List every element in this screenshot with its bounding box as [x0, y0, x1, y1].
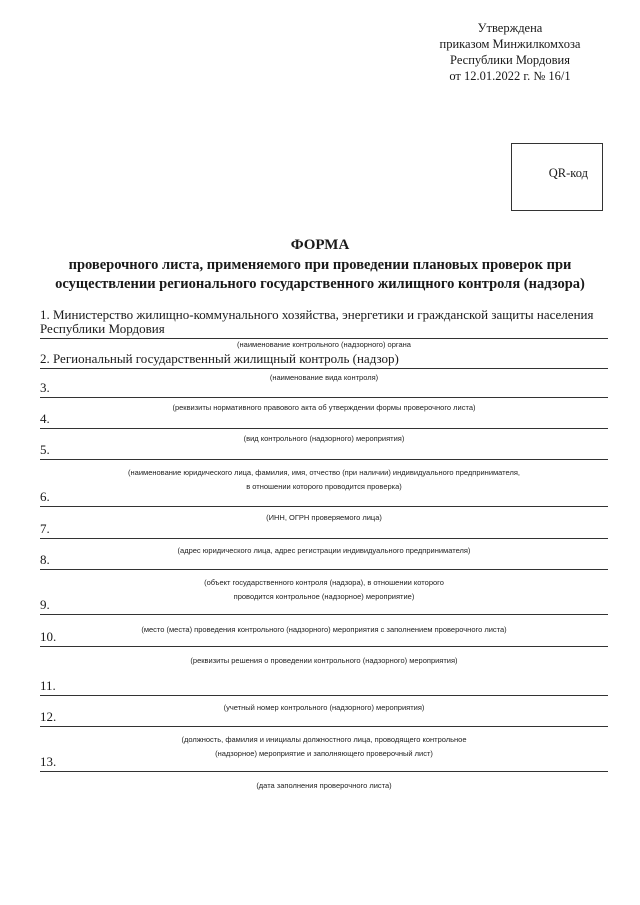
fill-line[interactable] [40, 614, 608, 615]
field-caption: (учетный номер контрольного (надзорного) мероприятия) [223, 703, 425, 712]
fill-line[interactable] [40, 646, 608, 647]
field-text: Республики Мордовия [40, 321, 165, 336]
approval-line: приказом Минжилкомхоза [439, 37, 581, 51]
field-number: 13. [40, 754, 57, 769]
field-number: 3. [40, 380, 50, 395]
field-number: 9. [40, 597, 50, 612]
field-number: 6. [40, 489, 50, 504]
field-number: 5. [40, 442, 50, 457]
field-caption: (объект государственного контроля (надзора), в отношении которого [204, 578, 444, 587]
field-caption: (адрес юридического лица, адрес регистрации индивидуального предпринимателя) [177, 546, 471, 555]
form-title-heading: ФОРМА [290, 237, 350, 253]
fill-line[interactable] [40, 459, 608, 460]
field-number: 7. [40, 521, 50, 536]
fill-line[interactable] [40, 726, 608, 727]
field-caption: (наименование вида контроля) [269, 373, 379, 382]
field-text: 2. Региональный государственный жилищный контроль (надзор) [40, 351, 399, 366]
field-number: 10. [40, 629, 57, 644]
field-caption: (реквизиты решения о проведении контрольного (надзорного) мероприятия) [190, 656, 458, 665]
qr-code-placeholder [511, 143, 603, 211]
field-caption: (наименование юридического лица, фамилия, имя, отчество (при наличии) индивидуального предпринимателя, [128, 468, 520, 477]
fill-line[interactable] [40, 569, 608, 570]
fill-line[interactable] [40, 538, 608, 539]
fill-line[interactable] [40, 506, 608, 507]
fill-line[interactable] [40, 428, 608, 429]
approval-line: Утверждена [477, 21, 543, 35]
field-caption: (должность, фамилия и инициалы должностного лица, проводящего контрольное [181, 735, 467, 744]
fill-line[interactable] [40, 695, 608, 696]
qr-code-label: QR-код [548, 166, 588, 180]
approval-line: Республики Мордовия [450, 53, 570, 67]
field-caption: в отношении которого проводится проверка) [246, 482, 402, 491]
field-caption: (вид контрольного (надзорного) мероприятия) [243, 434, 405, 443]
form-title-line: осуществлении регионального государственного жилищного контроля (надзора) [55, 276, 585, 292]
field-caption: (дата заполнения проверочного листа) [256, 781, 392, 790]
fill-line[interactable] [40, 397, 608, 398]
field-number: 4. [40, 411, 50, 426]
approval-line: от 12.01.2022 г. № 16/1 [449, 69, 571, 83]
fill-line[interactable] [40, 368, 608, 369]
form-title-line: проверочного листа, применяемого при проведении плановых проверок при [68, 257, 572, 273]
field-caption: (наименование контрольного (надзорного) органа [237, 340, 411, 349]
field-number: 8. [40, 552, 50, 567]
field-caption: (реквизиты нормативного правового акта об утверждении формы проверочного листа) [172, 403, 476, 412]
field-number: 12. [40, 709, 57, 724]
field-number: 11. [40, 678, 56, 693]
field-caption: (ИНН, ОГРН проверяемого лица) [266, 513, 382, 522]
approval-block [400, 20, 620, 84]
form-title [0, 236, 640, 294]
field-caption: (место (места) проведения контрольного (надзорного) мероприятия с заполнением проверочного листа) [141, 625, 507, 634]
field-text: 1. Министерство жилищно-коммунального хозяйства, энергетики и гражданской защиты населения [40, 307, 594, 322]
field-caption: проводится контрольное (надзорное) мероприятие) [233, 592, 415, 601]
fill-line[interactable] [40, 771, 608, 772]
field-caption: (надзорное) мероприятие и заполняющего проверочный лист) [215, 749, 433, 758]
